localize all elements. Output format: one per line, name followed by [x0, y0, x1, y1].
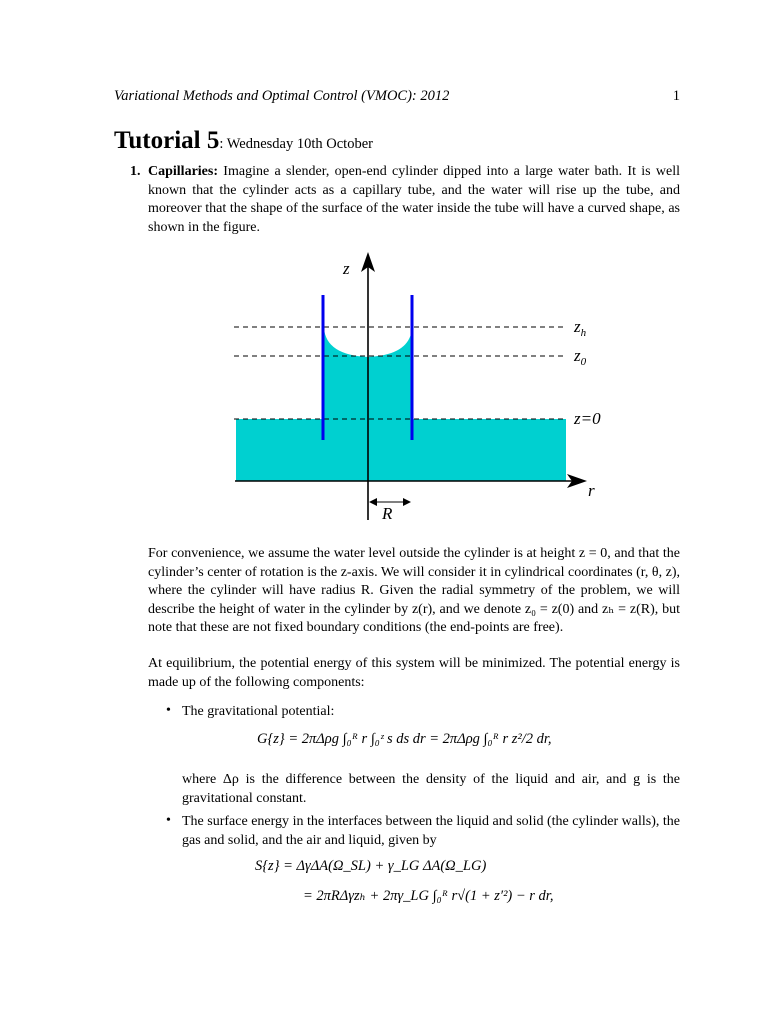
- problem-heading: Capillaries:: [148, 164, 218, 179]
- paragraph-setup: For convenience, we assume the water level outside the cylinder is at height z = 0, and that the cylinder’s center of rotation is the z-axis. We will consider it in cylindrical coordinates (r, θ, z), where the cylinder will have radius R. Given the radial symmetry of the problem, we will describe the height of water in the cylinder by z(r), and we denote z₀ = z(0) and zₕ = z(R), but note that these are not fixed boundary conditions (the end-points are free).: [148, 546, 680, 636]
- running-header: [114, 88, 680, 105]
- bullet-marker-1: •: [166, 703, 171, 718]
- z-axis-label: z: [343, 259, 350, 278]
- r-axis-label: r: [588, 481, 595, 500]
- radius-label: R: [382, 504, 393, 523]
- equation-surface-line2: = 2πRΔγzₕ + 2πγ_LG ∫₀ᴿ r√(1 + z′²) − r dr,: [303, 888, 554, 904]
- tutorial-date: : Wednesday 10th October: [219, 136, 373, 152]
- problem-text: Imagine a slender, open-end cylinder dipped into a large water bath. It is well known that the cylinder acts as a capillary tube, and the water will rise up the tube, and moreover that the shape of the surface of the water inside the tube will have a curved shape, as shown in the figure.: [148, 164, 681, 235]
- radius-arrow-right: [403, 498, 411, 506]
- equation-gravitational: G{z} = 2πΔρg ∫₀ᴿ r ∫₀ᶻ s ds dr = 2πΔρg ∫₀ᴿ r z²/2 dr,: [257, 731, 552, 747]
- bullet-gravitational-text: The gravitational potential:: [182, 704, 335, 719]
- page-number: 1: [672, 88, 680, 104]
- equation-surface-line1: S{z} = ΔγΔA(Ω_SL) + γ_LG ΔA(Ω_LG): [255, 858, 487, 874]
- capillary-figure: [225, 248, 605, 528]
- radius-arrow-left: [369, 498, 377, 506]
- z0-label: $z_0$: [574, 346, 587, 368]
- paragraph-equilibrium: At equilibrium, the potential energy of this system will be minimized. The potential energy is made up of the following components:: [148, 656, 680, 690]
- tutorial-title-text: Tutorial 5: [114, 127, 220, 154]
- water-bath: [236, 419, 566, 481]
- z-zero-label: z=0: [574, 409, 601, 428]
- problem-number: 1.: [130, 164, 141, 179]
- bullet-marker-2: •: [166, 813, 171, 828]
- header-title: Variational Methods and Optimal Control (VMOC): 2012: [114, 88, 450, 104]
- gravitational-explanation: where Δρ is the difference between the density of the liquid and air, and g is the gravitational constant.: [182, 772, 680, 806]
- zh-label: $z_h$: [574, 317, 587, 339]
- tutorial-title: [114, 127, 373, 155]
- bullet-surface-energy-text: The surface energy in the interfaces between the liquid and solid (the cylinder walls), the gas and solid, and the air and liquid, given by: [182, 814, 680, 848]
- problem-1: [130, 163, 681, 237]
